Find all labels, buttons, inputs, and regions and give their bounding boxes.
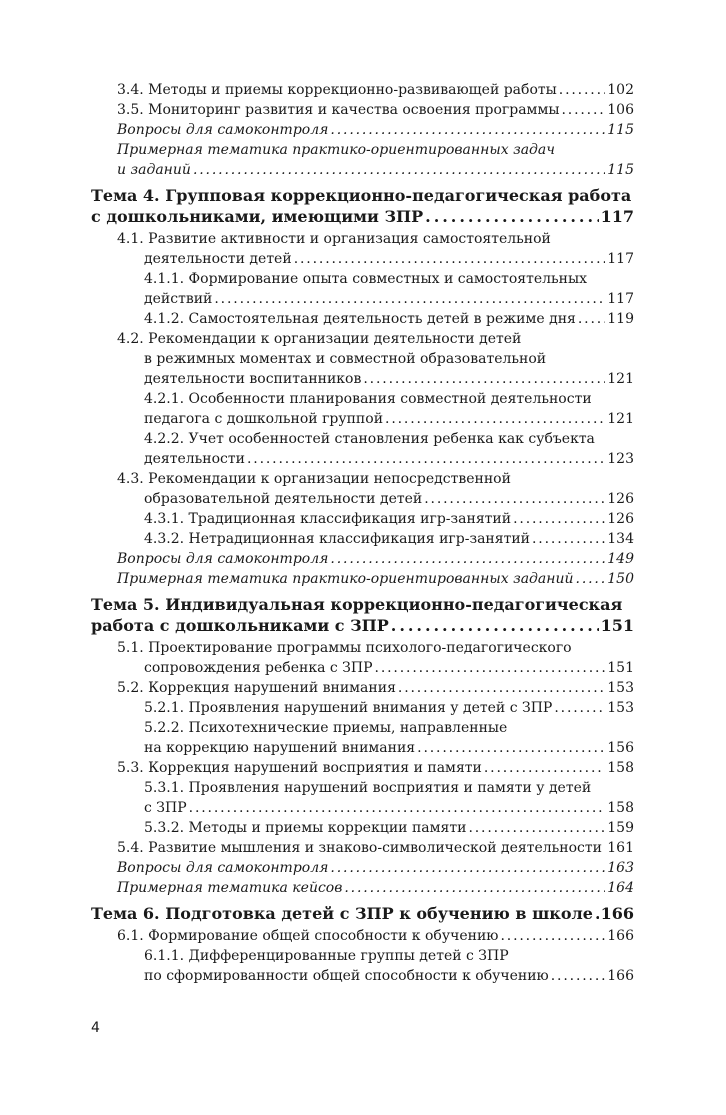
dot-leader: [425, 206, 598, 227]
table-of-contents: [91, 80, 634, 986]
toc-entry-questions-3[interactable]: [91, 120, 634, 140]
entry-page: 115: [607, 122, 634, 138]
entry-page: 126: [607, 511, 634, 527]
entry-page: 119: [607, 311, 634, 327]
dot-leader: [330, 120, 605, 140]
toc-entry-5-1[interactable]: [91, 638, 634, 678]
toc-entry-questions-5[interactable]: [91, 858, 634, 878]
entry-page: 102: [607, 82, 634, 98]
dot-leader: [578, 309, 605, 329]
dot-leader: [484, 758, 605, 778]
dot-leader: [294, 249, 606, 269]
chapter-page: 166: [600, 904, 634, 923]
entry-title: Примерная тематика практико-ориентированных заданий: [117, 571, 574, 587]
dot-leader: [424, 489, 605, 509]
toc-entry-6-1[interactable]: [91, 926, 634, 946]
dot-leader: [398, 678, 605, 698]
dot-leader: [330, 549, 605, 569]
dot-leader: [417, 738, 605, 758]
entry-title-cont: на коррекцию нарушений внимания: [144, 740, 416, 756]
entry-page: 134: [607, 531, 634, 547]
entry-page: 121: [607, 371, 634, 387]
dot-leader: [532, 529, 605, 549]
toc-entry-6-1-1[interactable]: [91, 946, 634, 986]
chapter-title: Тема 4. Групповая коррекционно-педагогическая работа: [91, 186, 632, 205]
entry-page: 153: [607, 700, 634, 716]
dot-leader: [385, 409, 605, 429]
entry-page: 151: [607, 660, 634, 676]
dot-leader: [551, 966, 606, 986]
entry-page: 164: [607, 880, 634, 896]
toc-chapter-4[interactable]: [91, 185, 634, 227]
entry-title: 4.3.1. Традиционная классификация игр-занятий: [144, 511, 512, 527]
toc-entry-4-2[interactable]: [91, 329, 634, 389]
entry-title-cont: деятельности: [144, 451, 245, 467]
toc-entry-questions-4[interactable]: [91, 549, 634, 569]
entry-title: 5.2. Коррекция нарушений внимания: [117, 680, 396, 696]
entry-title-cont: с ЗПР: [144, 800, 187, 816]
entry-title: 4.1. Развитие активности и организация самостоятельной: [117, 231, 551, 247]
page-number: 4: [91, 1020, 100, 1036]
dot-leader: [363, 369, 605, 389]
chapter-page: 117: [600, 207, 634, 226]
entry-title: Вопросы для самоконтроля: [117, 860, 329, 876]
dot-leader: [375, 658, 606, 678]
dot-leader: [576, 569, 606, 589]
dot-leader: [330, 858, 605, 878]
entry-title: 4.2. Рекомендации к организации деятельности детей: [117, 331, 522, 347]
entry-title-cont: и заданий: [117, 162, 191, 178]
toc-entry-5-2-2[interactable]: [91, 718, 634, 758]
entry-title: 4.1.2. Самостоятельная деятельность детей в режиме дня: [144, 311, 576, 327]
toc-entry-5-3-1[interactable]: [91, 778, 634, 818]
entry-title: 5.2.1. Проявления нарушений внимания у детей с ЗПР: [144, 700, 553, 716]
toc-entry-5-2-1[interactable]: [91, 698, 634, 718]
entry-title-cont: сопровождения ребенка с ЗПР: [144, 660, 373, 676]
toc-entry-tasks-4[interactable]: [91, 569, 634, 589]
toc-chapter-5[interactable]: [91, 594, 634, 636]
entry-page: 166: [607, 928, 634, 944]
dot-leader: [344, 878, 605, 898]
entry-title: 6.1. Формирование общей способности к обучению: [117, 928, 499, 944]
dot-leader: [500, 926, 605, 946]
dot-leader: [247, 449, 605, 469]
toc-entry-4-3[interactable]: [91, 469, 634, 509]
dot-leader: [559, 80, 605, 100]
entry-title: Вопросы для самоконтроля: [117, 122, 329, 138]
entry-title: Примерная тематика кейсов: [117, 880, 343, 896]
entry-page: 161: [607, 840, 634, 856]
entry-title-cont: образовательной деятельности детей: [144, 491, 423, 507]
entry-title: 4.3. Рекомендации к организации непосредственной: [117, 471, 511, 487]
dot-leader: [391, 615, 599, 636]
dot-leader: [561, 100, 605, 120]
entry-title: 5.4. Развитие мышления и знаково-символической деятельности: [117, 840, 602, 856]
entry-page: 156: [607, 740, 634, 756]
toc-entry-cases-5[interactable]: [91, 878, 634, 898]
entry-title-cont: педагога с дошкольной группой: [144, 411, 384, 427]
dot-leader: [513, 509, 605, 529]
dot-leader: [468, 818, 605, 838]
dot-leader: [604, 838, 605, 858]
toc-entry-4-3-1[interactable]: [91, 509, 634, 529]
toc-entry-5-4[interactable]: [91, 838, 634, 858]
dot-leader: [595, 903, 599, 924]
entry-title: 4.1.1. Формирование опыта совместных и самостоятельных: [144, 271, 587, 287]
entry-title: 5.3.1. Проявления нарушений восприятия и памяти у детей: [144, 780, 592, 796]
toc-entry-4-1-2[interactable]: [91, 309, 634, 329]
entry-title-cont: деятельности воспитанников: [144, 371, 362, 387]
toc-entry-3-5[interactable]: [91, 100, 634, 120]
entry-title: 3.5. Мониторинг развития и качества освоения программы: [117, 102, 560, 118]
entry-title: Вопросы для самоконтроля: [117, 551, 329, 567]
entry-page: 126: [607, 491, 634, 507]
toc-chapter-6[interactable]: [91, 903, 634, 924]
entry-page: 117: [607, 251, 634, 267]
entry-title: 5.3.2. Методы и приемы коррекции памяти: [144, 820, 467, 836]
entry-title-cont: в режимных моментах и совместной образовательной: [144, 351, 547, 367]
toc-entry-tasks-3[interactable]: [91, 140, 634, 180]
toc-entry-4-1-1[interactable]: [91, 269, 634, 309]
entry-page: 149: [607, 551, 634, 567]
dot-leader: [554, 698, 605, 718]
entry-title: 5.1. Проектирование программы психолого-педагогического: [117, 640, 572, 656]
entry-title: Примерная тематика практико-ориентированных задач: [117, 142, 555, 158]
entry-page: 106: [607, 102, 634, 118]
dot-leader: [193, 160, 605, 180]
entry-page: 117: [607, 291, 634, 307]
chapter-title-cont: с дошкольниками, имеющими ЗПР: [91, 207, 424, 226]
entry-page: 158: [607, 800, 634, 816]
entry-page: 159: [607, 820, 634, 836]
entry-title: 5.3. Коррекция нарушений восприятия и памяти: [117, 760, 482, 776]
entry-title: 4.2.1. Особенности планирования совместной деятельности: [144, 391, 592, 407]
chapter-title-cont: работа с дошкольниками с ЗПР: [91, 616, 389, 635]
toc-entry-4-1[interactable]: [91, 229, 634, 269]
entry-page: 153: [607, 680, 634, 696]
chapter-page: 151: [600, 616, 634, 635]
toc-entry-3-4[interactable]: [91, 80, 634, 100]
toc-entry-4-2-1[interactable]: [91, 389, 634, 429]
entry-title-cont: деятельности детей: [144, 251, 292, 267]
entry-page: 158: [607, 760, 634, 776]
entry-page: 163: [607, 860, 634, 876]
entry-title: 5.2.2. Психотехнические приемы, направленные: [144, 720, 508, 736]
toc-entry-4-3-2[interactable]: [91, 529, 634, 549]
toc-entry-5-3[interactable]: [91, 758, 634, 778]
toc-entry-5-3-2[interactable]: [91, 818, 634, 838]
entry-title: 6.1.1. Дифференцированные группы детей с ЗПР: [144, 948, 509, 964]
entry-page: 121: [607, 411, 634, 427]
toc-entry-4-2-2[interactable]: [91, 429, 634, 469]
entry-title: 4.3.2. Нетрадиционная классификация игр-занятий: [144, 531, 530, 547]
chapter-title: Тема 5. Индивидуальная коррекционно-педагогическая: [91, 595, 623, 614]
entry-title: 4.2.2. Учет особенностей становления ребенка как субъекта: [144, 431, 595, 447]
entry-title: 3.4. Методы и приемы коррекционно-развивающей работы: [117, 82, 557, 98]
entry-title-cont: действий: [144, 291, 213, 307]
entry-page: 123: [607, 451, 634, 467]
dot-leader: [214, 289, 605, 309]
entry-title-cont: по сформированности общей способности к обучению: [144, 968, 549, 984]
chapter-title: Тема 6. Подготовка детей с ЗПР к обучению в школе: [91, 904, 593, 923]
entry-page: 150: [607, 571, 634, 587]
toc-entry-5-2[interactable]: [91, 678, 634, 698]
entry-page: 166: [607, 968, 634, 984]
dot-leader: [189, 798, 606, 818]
entry-page: 115: [607, 162, 634, 178]
